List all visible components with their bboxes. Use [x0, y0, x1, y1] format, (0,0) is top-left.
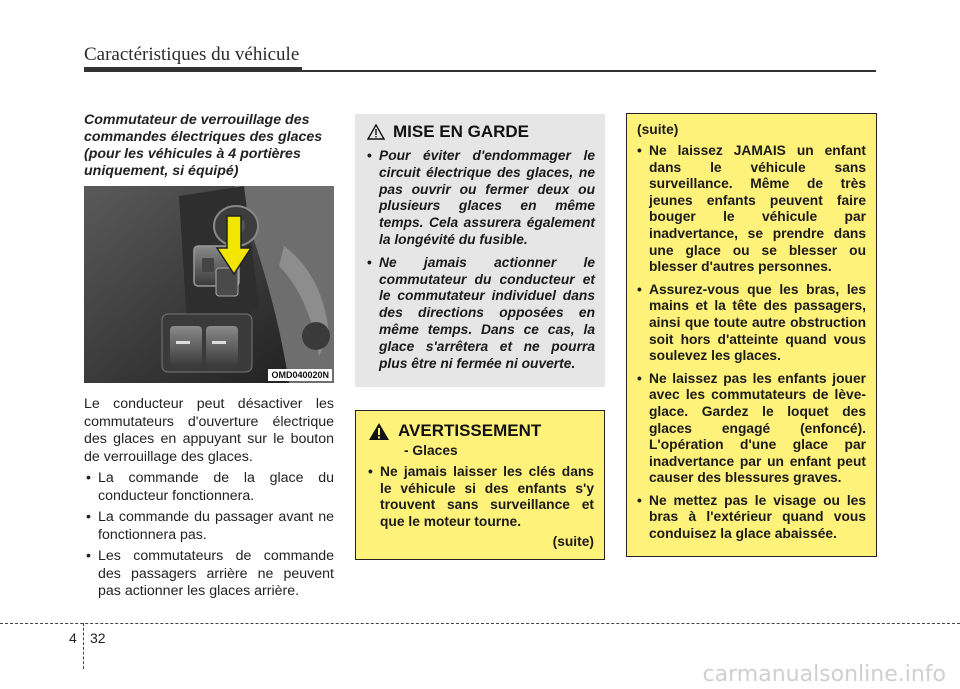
- footer-rule: [0, 623, 960, 624]
- left-column: [84, 112, 334, 180]
- warning-continued-list: [637, 143, 866, 543]
- list-item: • Ne laissez pas les enfants jouer avec les commutateurs de lève-glace. Gardez le loquet des glaces engagé (enfoncé). L'opération d'une glace par inadvertance par un enfant peut causer des blessures graves.: [637, 371, 866, 487]
- warning-list: [368, 464, 594, 530]
- lock-effects-list: [84, 470, 334, 601]
- warning-box: [355, 410, 605, 560]
- caution-list: [367, 148, 595, 372]
- list-item: • La commande de la glace du conducteur fonctionnera.: [84, 470, 334, 505]
- window-lock-switch-photo: [84, 186, 334, 383]
- section-title: Commutateur de verrouillage des commandes électriques des glaces (pour les véhicules à 4 portières uniquement, si équipé): [84, 112, 323, 179]
- image-reference-code: OMD040020N: [268, 369, 332, 381]
- list-item: • Ne laissez JAMAIS un enfant dans le véhicule sans surveillance. Même de très jeunes enfants peuvent faire bouger le véhicule par inadvertance, se prendre dans une glace ou se blesser ou blesser d'autres personnes.: [637, 143, 866, 276]
- list-item: • Les commutateurs de commande des passagers arrière ne peuvent pas actionner les glaces arrière.: [84, 548, 334, 601]
- chapter-number: 4: [69, 630, 77, 646]
- list-item: • Ne mettez pas le visage ou les bras à l'extérieur quand vous conduisez la glace abaissée.: [637, 493, 866, 543]
- caution-heading-text: MISE EN GARDE: [393, 122, 530, 141]
- warning-box-continued: [626, 113, 877, 557]
- warning-heading-text: AVERTISSEMENT: [398, 421, 542, 440]
- body-text: [84, 396, 334, 605]
- page-header-title: Caractéristiques du véhicule: [84, 44, 300, 65]
- caution-heading: [367, 122, 595, 142]
- watermark: carmanualsonline.info: [702, 662, 946, 687]
- continued-label: (suite): [637, 122, 679, 137]
- warning-triangle-icon: [368, 422, 390, 441]
- warning-heading: [368, 421, 594, 441]
- door-panel-illustration: [84, 186, 334, 383]
- list-item: • La commande du passager avant ne fonctionnera pas.: [84, 509, 334, 544]
- list-item: • Assurez-vous que les bras, les mains et la tête des passagers, ainsi que toute autre obstruction soit hors d'atteinte quand vous soulevez les glaces.: [637, 282, 866, 365]
- intro-paragraph: Le conducteur peut désactiver les commutateurs d'ouverture électrique des glaces en appuyant sur le bouton de verrouillage des glaces.: [84, 396, 334, 465]
- footer-divider: [83, 623, 84, 669]
- caution-triangle-icon: [367, 124, 385, 140]
- page-number: 32: [90, 630, 106, 646]
- caution-box: [355, 114, 605, 387]
- list-item: • Ne jamais actionner le commutateur du conducteur et le commutateur individuel dans des directions opposées en même temps. Dans ce cas, la glace s'arrêtera et ne pourra plus être ni fermée ni ouverte.: [367, 255, 595, 373]
- warning-subheading: - Glaces: [404, 443, 458, 458]
- list-item: • Ne jamais laisser les clés dans le véhicule si des enfants s'y trouvent sans surveillance et que le moteur tourne.: [368, 464, 594, 530]
- list-item: • Pour éviter d'endommager le circuit électrique des glaces, ne pas ouvrir ou fermer deux ou plusieurs glaces en même temps. Cela assurera également la longévité du fusible.: [367, 148, 595, 249]
- continued-label: (suite): [552, 534, 594, 550]
- header-rule: [84, 70, 876, 72]
